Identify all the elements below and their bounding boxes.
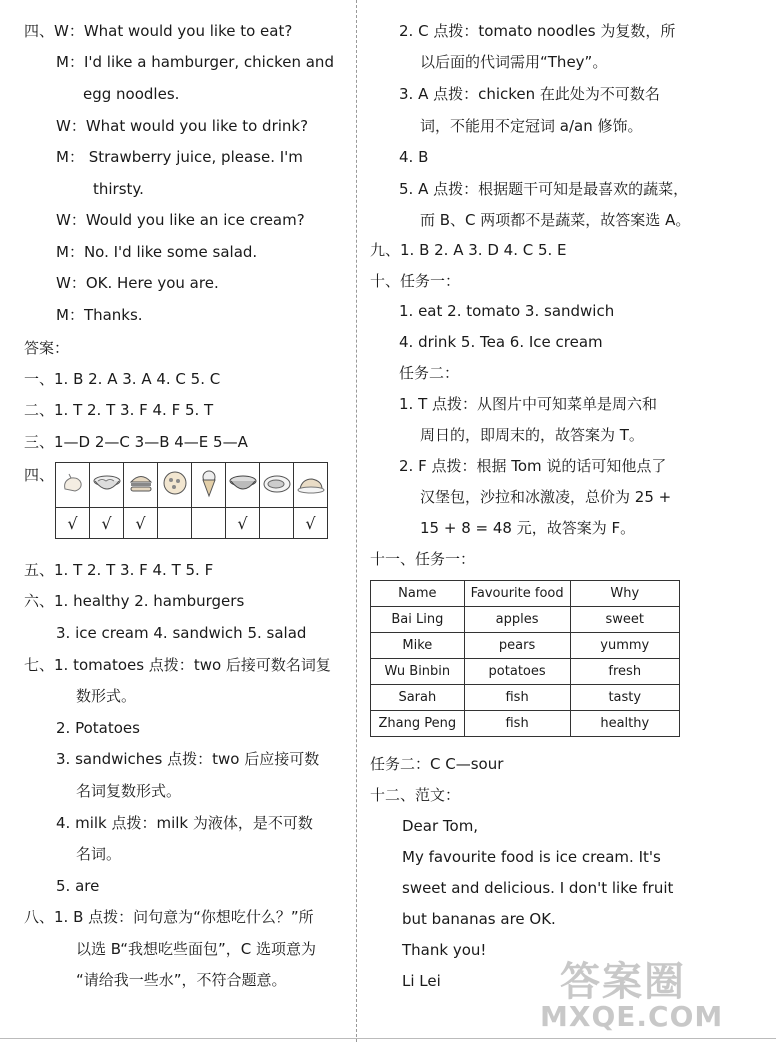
picture-cell — [56, 463, 90, 508]
essay-line: Thank you! — [402, 941, 487, 959]
answer-line: 五、1. T 2. T 3. F 4. T 5. F — [24, 561, 214, 579]
picture-cell — [260, 463, 294, 508]
table-header-row — [371, 581, 680, 607]
answer-line: 十二、范文： — [370, 786, 461, 804]
check-cell: √ — [90, 508, 124, 539]
check-cell: √ — [124, 508, 158, 539]
watermark-en: MXQE.COM — [540, 1000, 724, 1033]
answer-line: 四、 — [24, 466, 55, 484]
answer-line: 5. are — [56, 877, 100, 895]
answer-line: 1. eat 2. tomato 3. sandwich — [399, 302, 615, 320]
check-cell — [158, 508, 192, 539]
answer-line: 1. T 点拨：从图片中可知菜单是周六和 — [399, 395, 658, 413]
table-cell: Zhang Peng — [371, 711, 465, 737]
chicken-icon — [59, 469, 87, 497]
watermark-cn: 答案圈 — [560, 959, 686, 1005]
table-cell: Sarah — [371, 685, 465, 711]
answer-line: 任务二：C C—sour — [370, 755, 504, 773]
table-cell: tasty — [570, 685, 679, 711]
answer-line: 九、1. B 2. A 3. D 4. C 5. E — [370, 241, 567, 259]
answer-line: 三、1—D 2—C 3—B 4—E 5—A — [24, 433, 248, 451]
picture-cell — [226, 463, 260, 508]
answer-line: 十、任务一： — [370, 272, 461, 290]
table-cell: Bai Ling — [371, 607, 465, 633]
answer-line: 2. F 点拨：根据 Tom 说的话可知他点了 — [399, 457, 667, 475]
answer-line: 一、1. B 2. A 3. A 4. C 5. C — [24, 370, 221, 388]
answer-line: 3. sandwiches 点拨：two 后应接可数 — [56, 750, 320, 768]
answer-line: 3. ice cream 4. sandwich 5. salad — [56, 624, 307, 642]
answer-line: 4. drink 5. Tea 6. Ice cream — [399, 333, 603, 351]
right-column — [362, 0, 776, 1042]
essay-line: sweet and delicious. I don't like fruit — [402, 879, 674, 897]
dialog-line: 四、W：What would you like to eat? — [24, 22, 293, 40]
table-cell: fish — [464, 711, 570, 737]
answer-line: 八、1. B 点拨：问句意为“你想吃什么？”所 — [24, 908, 314, 926]
dialog-line: W：What would you like to drink? — [56, 117, 309, 135]
dialog-line: W：OK. Here you are. — [56, 274, 219, 292]
answer-line: 词，不能用不定冠词 a/an 修饰。 — [420, 117, 643, 135]
picture-cell — [124, 463, 158, 508]
answer-line: “请给我一些水”，不符合题意。 — [76, 971, 287, 989]
essay-line: Dear Tom, — [402, 817, 479, 835]
answer-line: 以选 B“我想吃些面包”，C 选项意为 — [76, 940, 317, 958]
check-cell — [192, 508, 226, 539]
watermark — [540, 950, 770, 1035]
table-cell: Mike — [371, 633, 465, 659]
answer-line: 二、1. T 2. T 3. F 4. F 5. T — [24, 401, 214, 419]
noodle-bowl-icon — [92, 469, 122, 497]
table-cell: yummy — [570, 633, 679, 659]
soup-bowl-icon — [228, 469, 258, 497]
favourite-food-table — [370, 580, 680, 737]
table-cell: potatoes — [464, 659, 570, 685]
answer-line: 名词。 — [76, 845, 122, 863]
dialog-line: M：I'd like a hamburger, chicken and — [56, 53, 334, 71]
answer-line: 名词复数形式。 — [76, 782, 182, 800]
table-header: Name — [371, 581, 465, 607]
essay-line: but bananas are OK. — [402, 910, 556, 928]
dialog-line: W：Would you like an ice cream? — [56, 211, 305, 229]
check-cell: √ — [294, 508, 328, 539]
dialog-line: M：No. I'd like some salad. — [56, 243, 258, 261]
answer-line: 数形式。 — [76, 687, 137, 705]
table-header: Why — [570, 581, 679, 607]
table-cell: apples — [464, 607, 570, 633]
dialog-line: thirsty. — [93, 180, 144, 198]
essay-line: My favourite food is ice cream. It's — [402, 848, 661, 866]
answer-line: 5. A 点拨：根据题干可知是最喜欢的蔬菜， — [399, 180, 689, 198]
picture-cell — [90, 463, 124, 508]
bottom-rule — [0, 1038, 776, 1039]
table-cell: healthy — [570, 711, 679, 737]
table-cell: Wu Binbin — [371, 659, 465, 685]
essay-line: Li Lei — [402, 972, 441, 990]
table-cell: fish — [464, 685, 570, 711]
picture-check-table — [55, 462, 328, 539]
picture-cell — [294, 463, 328, 508]
roast-chicken-icon — [296, 469, 326, 497]
table-row — [371, 659, 680, 685]
answer-line: 4. milk 点拨：milk 为液体，是不可数 — [56, 814, 313, 832]
check-cell: √ — [226, 508, 260, 539]
hamburger-icon — [127, 469, 155, 497]
answers-heading: 答案： — [24, 339, 70, 357]
answer-line: 七、1. tomatoes 点拨：two 后接可数名词复 — [24, 656, 331, 674]
answer-line: 15 + 8 = 48 元，故答案为 F。 — [420, 519, 636, 537]
answer-line: 周日的，即周末的，故答案为 T。 — [420, 426, 644, 444]
fish-plate-icon — [262, 469, 292, 497]
answer-line: 十一、任务一： — [370, 550, 476, 568]
dialog-line: M：Thanks. — [56, 306, 143, 324]
picture-cell — [192, 463, 226, 508]
table-row — [371, 685, 680, 711]
table-cell: sweet — [570, 607, 679, 633]
table-row — [371, 633, 680, 659]
answer-line: 2. Potatoes — [56, 719, 140, 737]
check-cell: √ — [56, 508, 90, 539]
answer-line: 任务二： — [399, 364, 460, 382]
ice-cream-icon — [199, 468, 219, 498]
answer-line: 3. A 点拨：chicken 在此处为不可数名 — [399, 85, 660, 103]
check-cell — [260, 508, 294, 539]
answer-line: 六、1. healthy 2. hamburgers — [24, 592, 245, 610]
answer-line: 2. C 点拨：tomato noodles 为复数，所 — [399, 22, 676, 40]
table-row — [371, 607, 680, 633]
picture-cell — [158, 463, 192, 508]
answer-line: 汉堡包，沙拉和冰激凌，总价为 25 + — [420, 488, 672, 506]
answer-line: 4. B — [399, 148, 429, 166]
table-header: Favourite food — [464, 581, 570, 607]
dialog-line: egg noodles. — [83, 85, 180, 103]
table-cell: fresh — [570, 659, 679, 685]
answer-line: 以后面的代词需用“They”。 — [420, 53, 608, 71]
dialog-line: M： Strawberry juice, please. I'm — [56, 148, 303, 166]
pizza-icon — [161, 469, 189, 497]
left-column — [0, 0, 362, 1042]
answer-line: 而 B、C 两项都不是蔬菜，故答案选 A。 — [420, 211, 691, 229]
table-cell: pears — [464, 633, 570, 659]
table-row — [371, 711, 680, 737]
